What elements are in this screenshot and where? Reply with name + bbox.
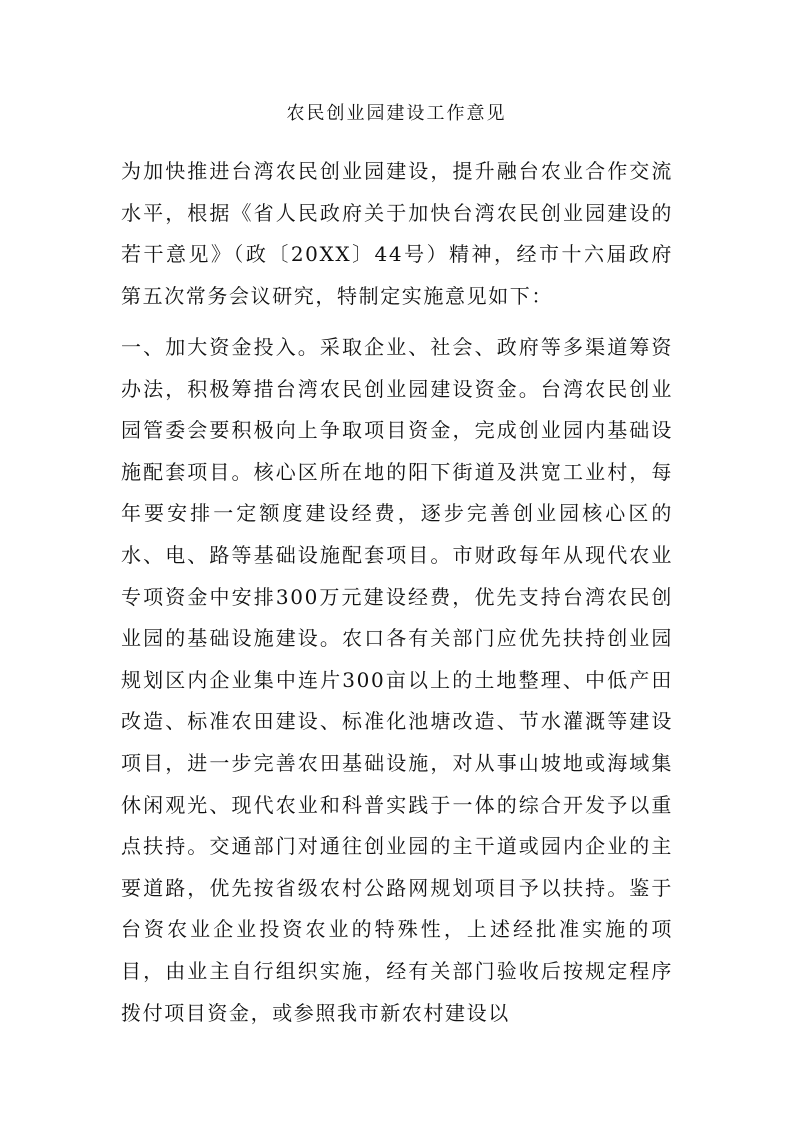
paragraph-intro: 为加快推进台湾农民创业园建设，提升融台农业合作交流水平，根据《省人民政府关于加快台湾农民创业园建设的若干意见》（政〔20XX〕44号）精神，经市十六届政府第五次常务会议研究，特制定实施意见如下： (121, 159, 673, 308)
document-title: 农民创业园建设工作意见 (286, 103, 507, 124)
paragraph-section-1: 一、加大资金投入。采取企业、社会、政府等多渠道筹资办法，积极筹措台湾农民创业园建设资金。台湾农民创业园管委会要积极向上争取项目资金，完成创业园内基础设施配套项目。核心区所在地的阳下街道及洪宽工业村，每年要安排一定额度建设经费，逐步完善创业园核心区的水、电、路等基础设施配套项目。市财政每年从现代农业专项资金中安排300万元建设经费，优先支持台湾农民创业园的基础设施建设。农口各有关部门应优先扶持创业园规划区内企业集中连片300亩以上的土地整理、中低产田改造、标准农田建设、标准化池塘改造、节水灌溉等建设项目，进一步完善农田基础设施，对从事山坡地或海域集休闲观光、现代农业和科普实践于一体的综合开发予以重点扶持。交通部门对通往创业园的主干道或园内企业的主要道路，优先按省级农村公路网规划项目予以扶持。鉴于台资农业企业投资农业的特殊性，上述经批准实施的项目，由业主自行组织实施，经有关部门验收后按规定程序拨付项目资金，或参照我市新农村建设以 (121, 335, 673, 1025)
